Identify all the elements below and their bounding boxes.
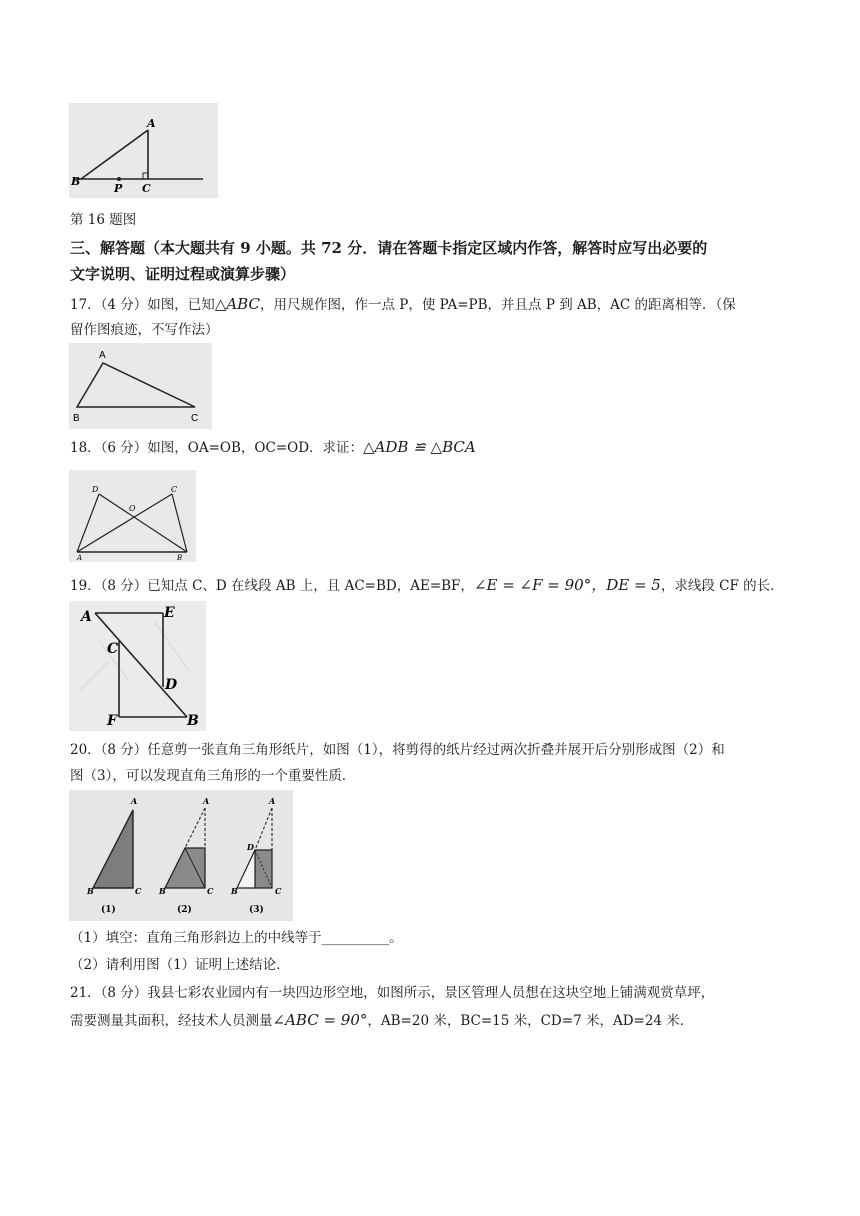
label-e: E [164, 605, 175, 621]
label-p: P [114, 182, 123, 195]
figure-17 [69, 343, 212, 429]
figure-20 [69, 790, 293, 921]
q21-text-a: 需要测量其面积，经技术人员测量 [70, 1013, 273, 1029]
figure-19 [69, 601, 206, 731]
label-d-3: D [247, 842, 254, 852]
q21-text-b: ，AB=20 米，BC=15 米，CD=7 米，AD=24 米． [367, 1013, 694, 1029]
q19-text-b: ，求线段 CF 的长． [660, 578, 784, 594]
label-c: C [107, 641, 119, 657]
question-17-line1 [70, 294, 800, 315]
label-a: A [77, 554, 83, 562]
figure-16-caption: 第 16 题图 [70, 212, 137, 228]
q17-text-b: ，用尺规作图，作一点 P，使 PA=PB，并且点 P 到 AB，AC 的距离相等．（保 [259, 297, 736, 313]
q21-math: ∠ABC = 90° [272, 1011, 368, 1029]
section-3-heading-line2: 文字说明、证明过程或演算步骤） [70, 265, 296, 283]
label-d: D [92, 485, 99, 494]
label-b: B [187, 713, 199, 729]
label-b: B [71, 175, 81, 188]
q19-math: ∠E = ∠F = 90°，DE = 5 [473, 576, 661, 594]
section-3-heading-line1: 三、解答题（本大题共有 9 小题。共 72 分．请在答题卡指定区域内作答，解答时应写出必要的 [70, 239, 708, 257]
label-c-2: C [207, 886, 214, 896]
q18-text: 18．（6 分）如图，OA=OB，OC=OD．求证： [70, 440, 364, 456]
label-b: B [177, 554, 183, 562]
question-21-line2 [70, 1010, 800, 1031]
fig-caption-3: (3) [249, 905, 264, 915]
question-20-line1: 20．（8 分）任意剪一张直角三角形纸片，如图（1），将剪得的纸片经过两次折叠并展开后分别形成图（2）和 [70, 742, 725, 758]
question-21-line1: 21．（8 分）我县七彩农业园内有一块四边形空地，如图所示，景区管理人员想在这块空地上铺满观赏草坪， [70, 985, 715, 1001]
label-a: A [81, 609, 92, 625]
label-b: B [87, 886, 94, 896]
label-c: C [135, 886, 142, 896]
question-19 [70, 575, 800, 596]
q18-math: △ADB ≌ △BCA [363, 438, 476, 456]
label-o: O [129, 504, 136, 513]
label-c-3: C [275, 886, 282, 896]
q19-text-a: 19．（8 分）已知点 C、D 在线段 AB 上，且 AC=BD，AE=BF， [70, 578, 474, 594]
figure-16 [69, 103, 218, 198]
question-20-line2: 图（3），可以发现直角三角形的一个重要性质． [70, 768, 356, 784]
question-18 [70, 437, 800, 458]
label-b-3: B [231, 886, 238, 896]
label-a-3: A [269, 796, 276, 806]
label-c: C [191, 413, 199, 424]
figure-18 [69, 470, 196, 562]
label-c: C [171, 485, 178, 494]
fig-caption-2: (2) [177, 905, 192, 915]
question-20-sub1: （1）填空：直角三角形斜边上的中线等于__________。 [70, 930, 403, 946]
question-17-line2: 留作图痕迹，不写作法） [70, 322, 219, 338]
label-c: C [142, 182, 151, 195]
label-a: A [99, 350, 106, 361]
q17-math: △ABC [214, 295, 260, 313]
question-20-sub2: （2）请利用图（1）证明上述结论． [70, 957, 290, 973]
label-a: A [147, 117, 156, 130]
label-b-2: B [159, 886, 166, 896]
q17-text-a: 17．（4 分）如图，已知 [70, 297, 215, 313]
label-b: B [73, 413, 80, 424]
label-d: D [165, 677, 178, 693]
label-a-2: A [203, 796, 210, 806]
label-a: A [131, 796, 138, 806]
fig-caption-1: (1) [101, 905, 116, 915]
label-f: F [107, 713, 117, 729]
